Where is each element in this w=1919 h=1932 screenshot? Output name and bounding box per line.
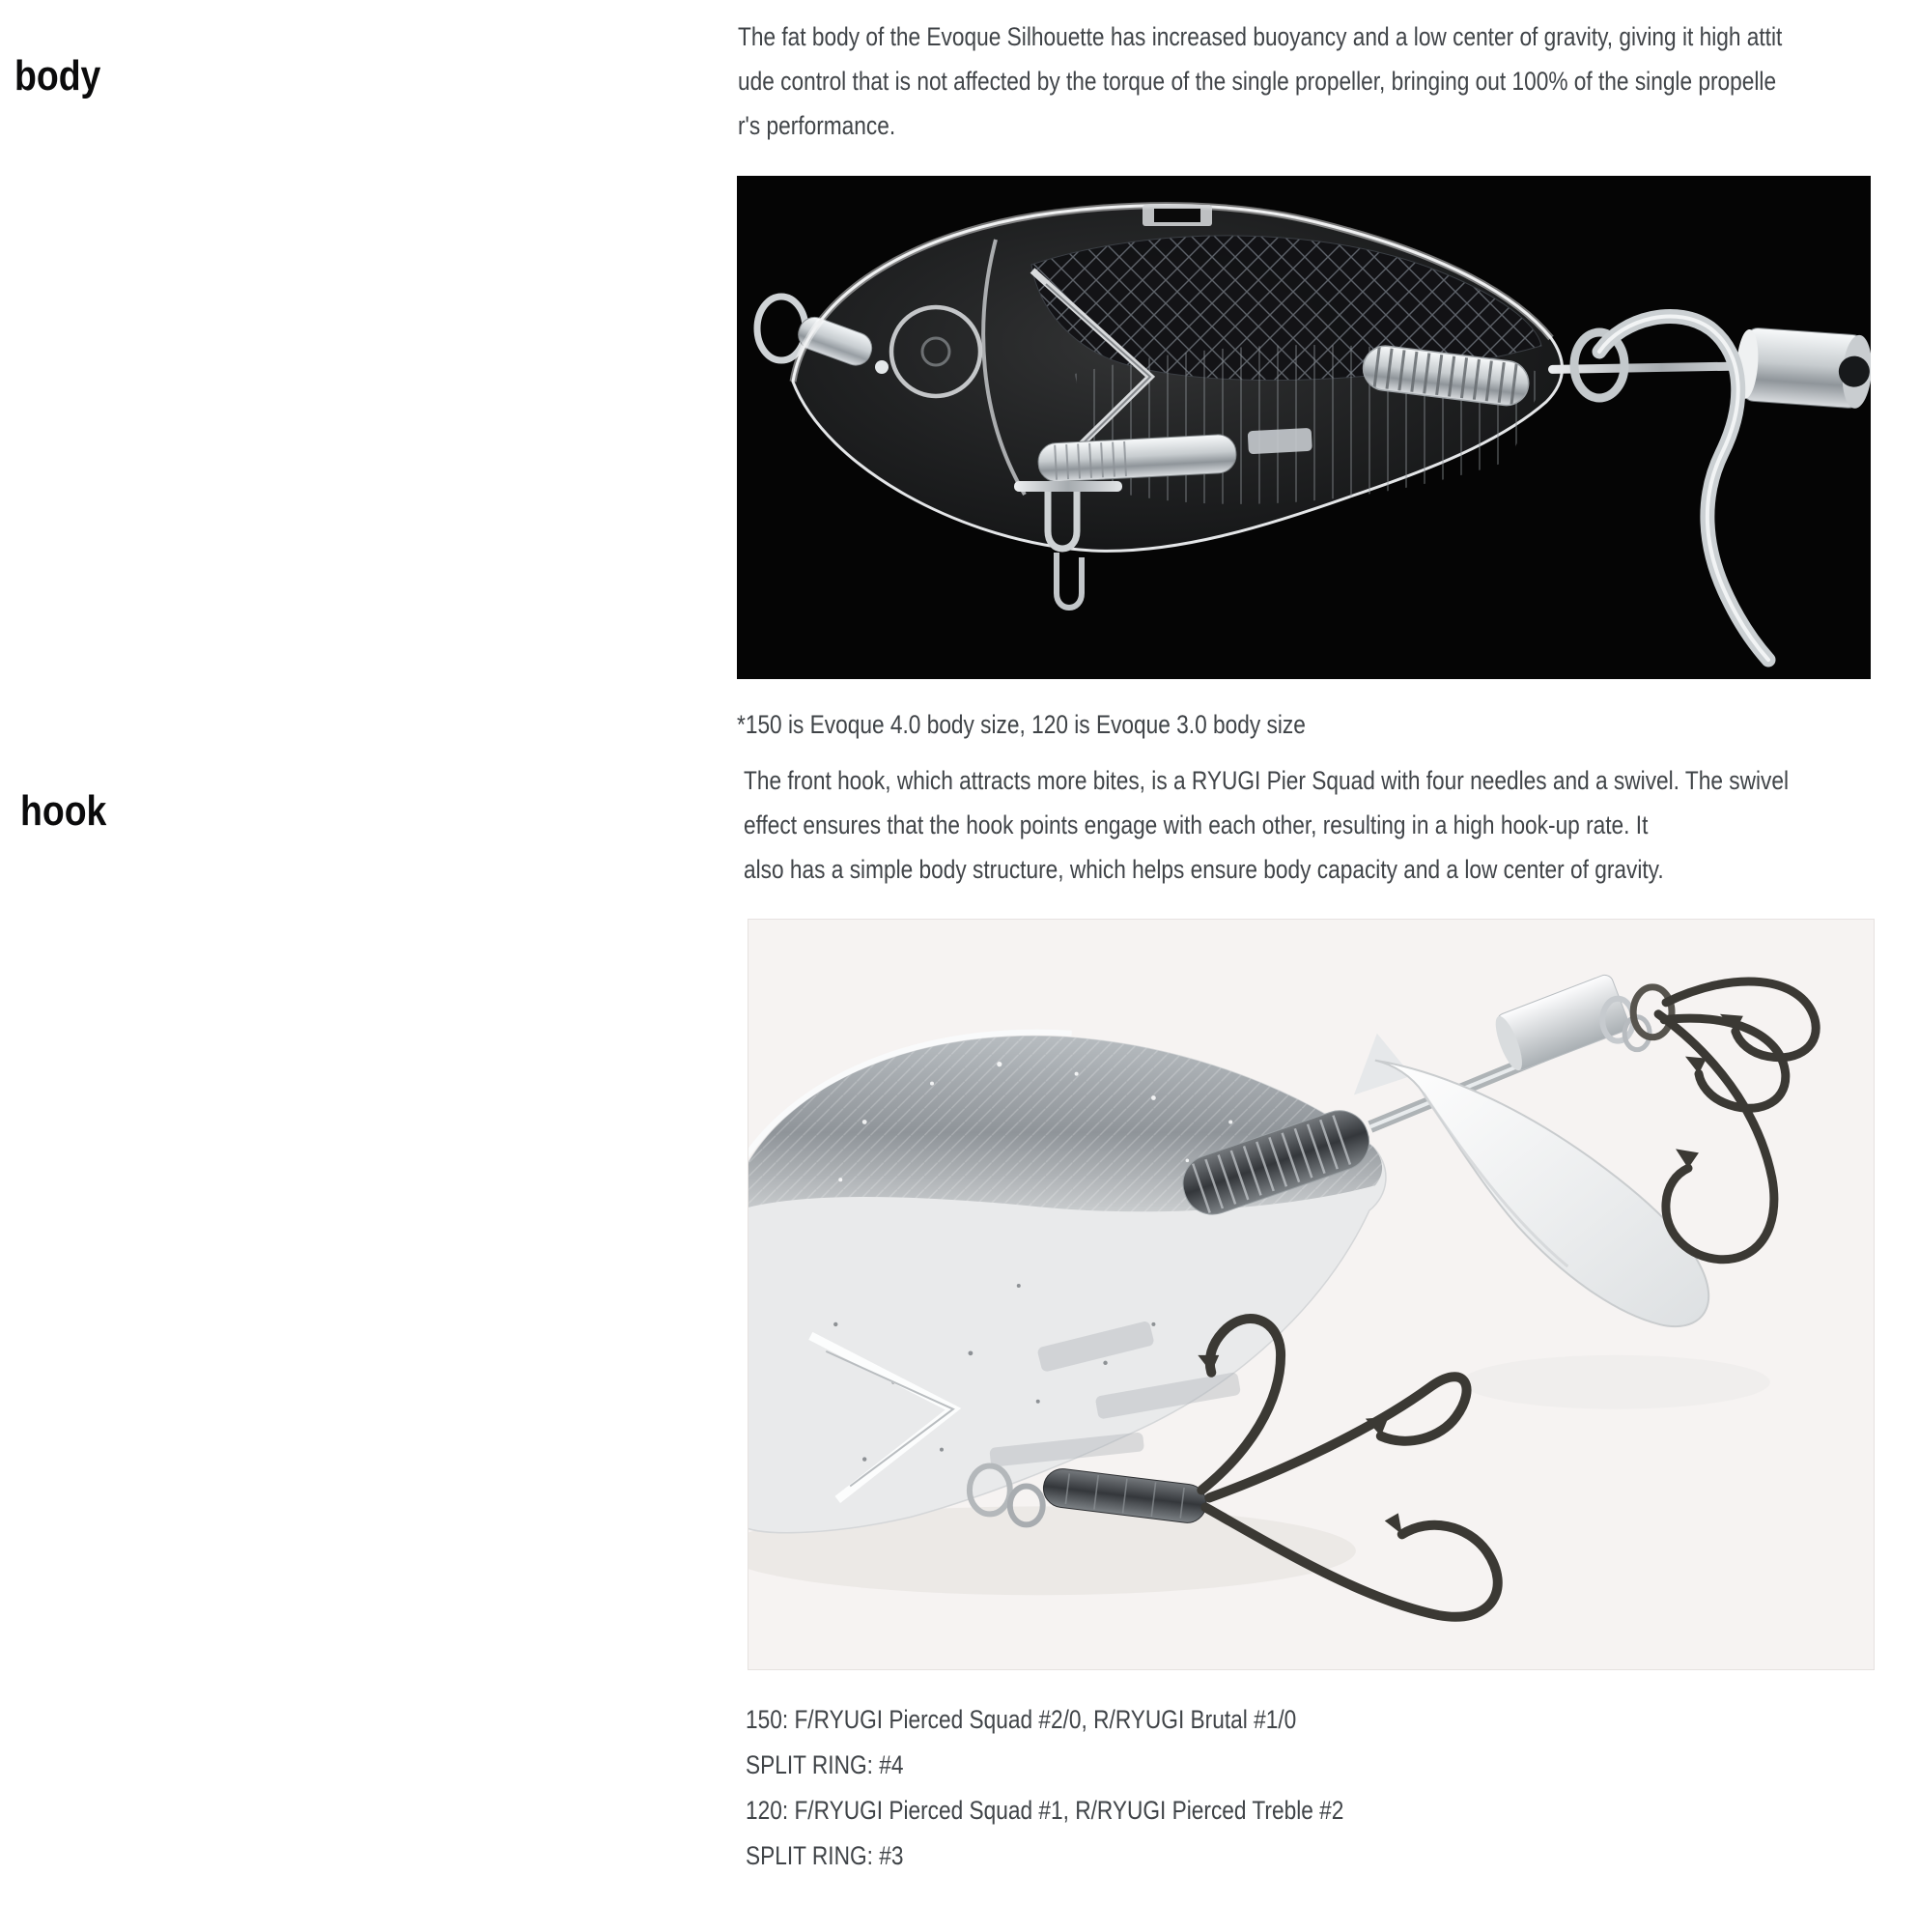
section-heading-hook: hook <box>20 786 107 835</box>
hook-paragraph <box>744 758 1919 892</box>
body-structure-photo <box>737 176 1871 679</box>
paragraph-line: The front hook, which attracts more bites, is a RYUGI Pier Squad with four needles and a swivel. The swivel <box>744 766 1790 795</box>
spec-line: 120: F/RYUGI Pierced Squad #1, R/RYUGI Pierced Treble #2 <box>746 1796 1344 1825</box>
prop-retainer-cylinder <box>1735 327 1871 410</box>
paragraph-line: r's performance. <box>738 111 896 140</box>
spec-line: SPLIT RING: #4 <box>746 1750 904 1779</box>
hook-closeup-photo <box>748 919 1875 1670</box>
paragraph-line: ude control that is not affected by the torque of the single propeller, bringing out 100% of the single propelle <box>738 67 1777 96</box>
top-tab-slot <box>1154 209 1200 222</box>
hook-spec-list <box>746 1697 1457 1879</box>
hook-closeup-illustration <box>748 920 1874 1669</box>
paragraph-line: The fat body of the Evoque Silhouette has increased buoyancy and a low center of gravity, giving it high attit <box>738 22 1783 51</box>
body-paragraph <box>738 14 1919 148</box>
body-structure-illustration <box>737 176 1871 679</box>
section-heading-body: body <box>14 51 101 99</box>
spec-line: 150: F/RYUGI Pierced Squad #2/0, R/RYUGI Brutal #1/0 <box>746 1705 1297 1734</box>
spec-line: SPLIT RING: #3 <box>746 1841 904 1870</box>
paragraph-line: effect ensures that the hook points engage with each other, resulting in a high hook-up rate. It <box>744 810 1649 839</box>
paragraph-line: also has a simple body structure, which helps ensure body capacity and a low center of gravity. <box>744 855 1664 884</box>
photo-caption: *150 is Evoque 4.0 body size, 120 is Evoque 3.0 body size <box>737 710 1306 739</box>
hanger-pin <box>1014 481 1122 492</box>
blade-shadow <box>1462 1355 1770 1409</box>
